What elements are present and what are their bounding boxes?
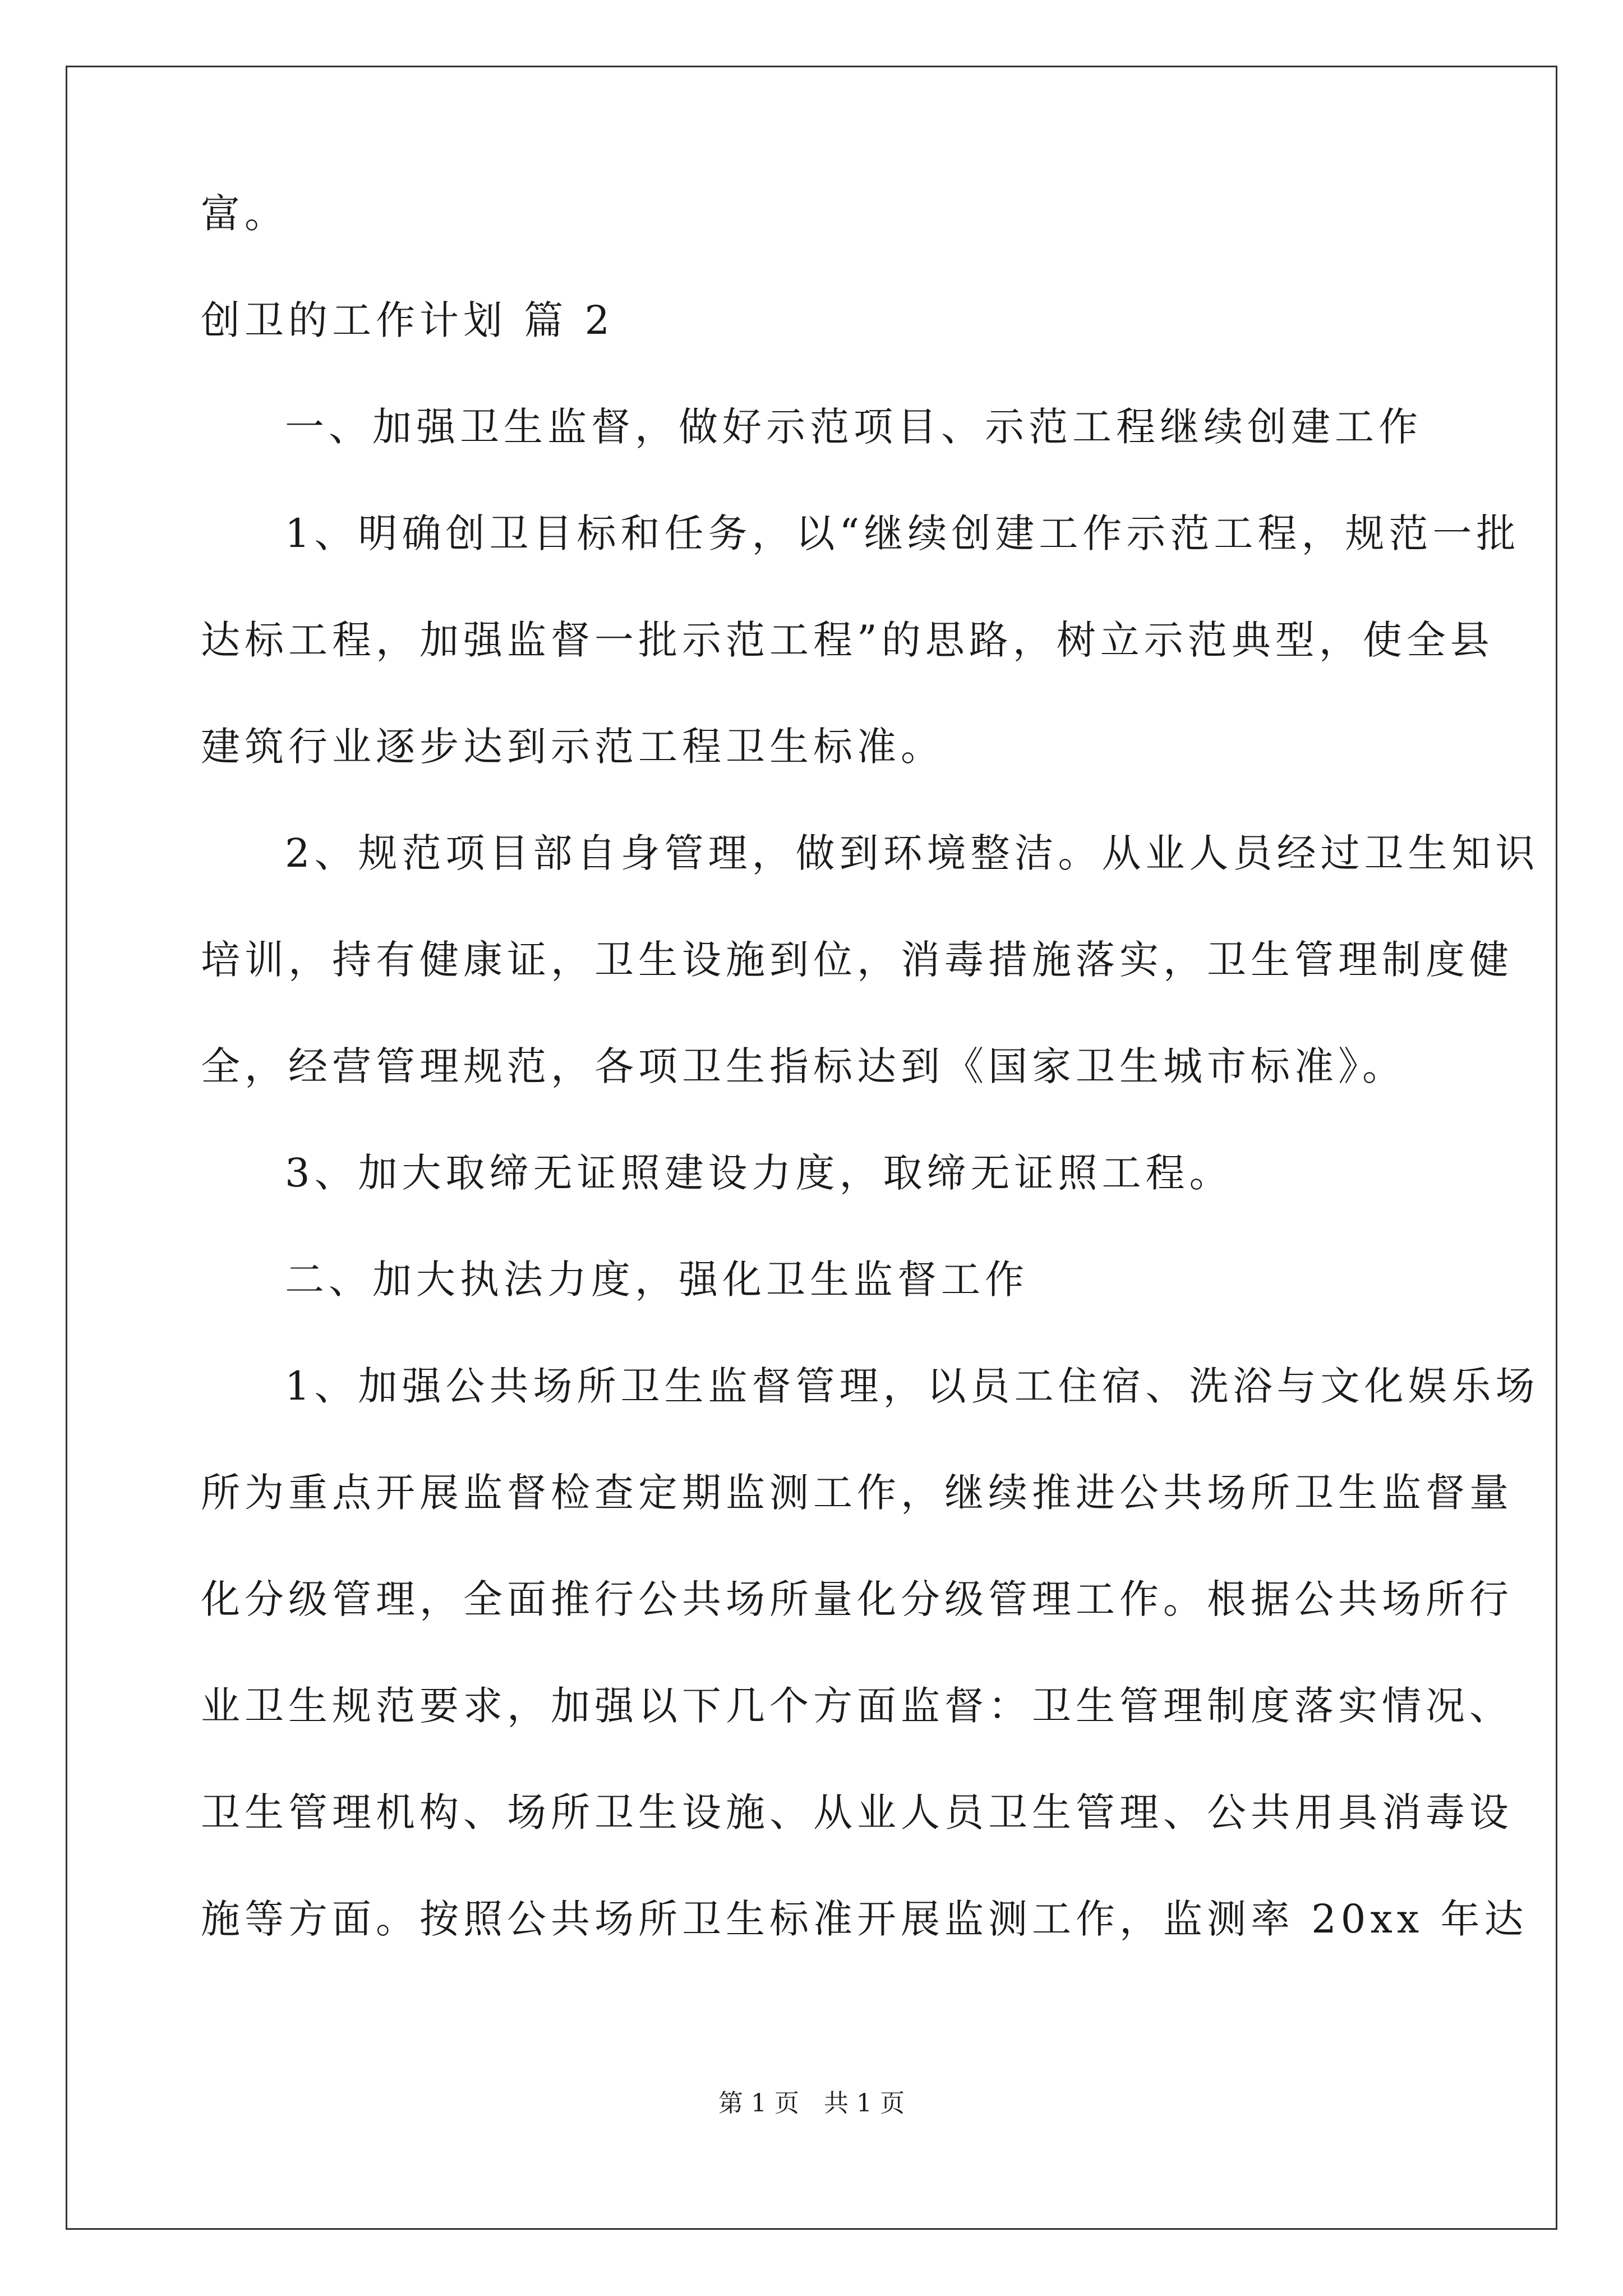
paragraph-line: 1、加强公共场所卫生监督管理，以员工住宿、洗浴与文化娱乐场	[285, 1363, 1539, 1409]
page-number-footer: 第 1 页 共 1 页	[718, 2089, 905, 2118]
paragraph-line: 达标工程，加强监督一批示范工程”的思路，树立示范典型，使全县	[201, 617, 1494, 663]
paragraph-line: 3、加大取缔无证照建设力度，取缔无证照工程。	[285, 1150, 1233, 1196]
subsection-heading: 二、加大执法力度，强化卫生监督工作	[285, 1257, 1029, 1303]
paragraph-line: 化分级管理，全面推行公共场所量化分级管理工作。根据公共场所行	[201, 1576, 1513, 1622]
text-line: 富。	[201, 191, 288, 237]
paragraph-line: 建筑行业逐步达到示范工程卫生标准。	[201, 724, 944, 770]
paragraph-line: 所为重点开展监督检查定期监测工作，继续推进公共场所卫生监督量	[201, 1470, 1513, 1516]
paragraph-line: 卫生管理机构、场所卫生设施、从业人员卫生管理、公共用具消毒设	[201, 1789, 1513, 1835]
paragraph-line: 业卫生规范要求，加强以下几个方面监督：卫生管理制度落实情况、	[201, 1683, 1513, 1729]
paragraph-line: 培训，持有健康证，卫生设施到位，消毒措施落实，卫生管理制度健	[201, 937, 1513, 983]
paragraph-line: 施等方面。按照公共场所卫生标准开展监测工作，监测率 20xx 年达	[201, 1896, 1528, 1942]
paragraph-line: 1、明确创卫目标和任务，以“继续创建工作示范工程，规范一批	[285, 510, 1520, 556]
section-heading: 创卫的工作计划 篇 2	[201, 297, 615, 343]
paragraph-line: 全，经营管理规范，各项卫生指标达到《国家卫生城市标准》。	[201, 1043, 1406, 1089]
subsection-heading: 一、加强卫生监督，做好示范项目、示范工程继续创建工作	[285, 404, 1422, 450]
paragraph-line: 2、规范项目部自身管理，做到环境整洁。从业人员经过卫生知识	[285, 830, 1539, 876]
